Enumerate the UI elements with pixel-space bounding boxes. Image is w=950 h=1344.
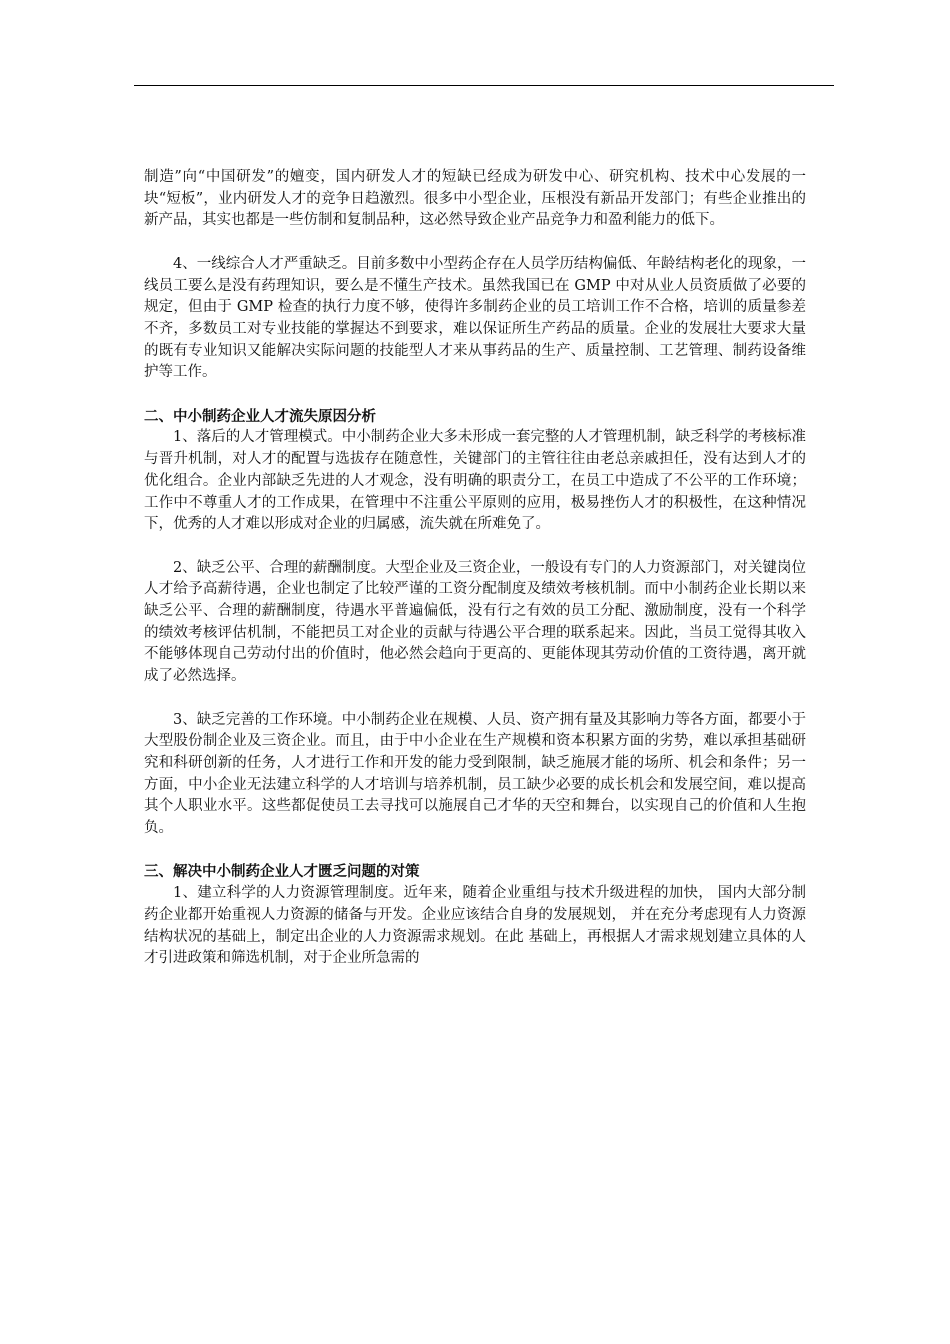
paragraph-work-environment: 3、缺乏完善的工作环境。中小制药企业在规模、人员、资产拥有量及其影响力等各方面，都要小于大型股份制企业及三资企业。而且，由于中小企业在生产规模和资本积累方面的劣势，难以承担基础研究和科研创新的任务，人才进行工作和开发的能力受到限制，缺乏施展才能的场所、机会和条件；另一方面，中小企业无法建立科学的人才培训与培养机制，员工缺少必要的成长机会和发展空间，难以提高其个人职业水平。这些都促使员工去寻找可以施展自己才华的天空和舞台，以实现自己的价值和人生抱负。 [144,711,806,837]
paragraph-hr-system: 1、建立科学的人力资源管理制度。近年来，随着企业重组与技术升级进程的加快， 国内大部分制药企业都开始重视人力资源的储备与开发。企业应该结合自身的发展规划， 并在充分考虑现有人力资源结构状况的基础上，制定出企业的人力资源需求规划。在此 基础上，再根据人才需求规划建立具体的人才引进政策和筛选机制，对于企业所急需的 [144,885,806,967]
paragraph-management-model: 1、落后的人才管理模式。中小制药企业大多未形成一套完整的人才管理机制，缺乏科学的考核标准与晋升机制，对人才的配置与选拔存在随意性，关键部门的主管往往由老总亲戚担任，没有达到人才的优化组合。企业内部缺乏先进的人才观念，没有明确的职责分工，在员工中造成了不公平的工作环境；工作中不尊重人才的工作成果，在管理中不注重公平原则的应用，极易挫伤人才的积极性，在这种情况下，优秀的人才难以形成对企业的归属感，流失就在所难免了。 [144,429,806,533]
document-body [144,167,806,970]
paragraph-rd-talent: 制造”向“中国研发”的嬗变，国内研发人才的短缺已经成为研发中心、研究机构、技术中心发展的一块“短板”，业内研发人才的竞争日趋激烈。很多中小型企业，压根没有新品开发部门；有些企业推出的新产品，其实也都是一些仿制和复制品种，这必然导致企业产品竞争力和盈利能力的低下。 [144,169,806,229]
header-rule [134,85,834,86]
paragraph-spacer [144,232,806,254]
paragraph-salary-system: 2、缺乏公平、合理的薪酬制度。大型企业及三资企业，一般设有专门的人力资源部门，对关键岗位人才给予高薪待遇，企业也制定了比较严谨的工资分配制度及绩效考核机制。而中小制药企业长期以来缺乏公平、合理的薪酬制度，待遇水平普遍偏低，没有行之有效的员工分配、激励制度，没有一个科学的绩效考核评估机制，不能把员工对企业的贡献与待遇公平合理的联系起来。因此，当员工觉得其收入不能够体现自己劳动付出的价值时，他必然会趋向于更高的、更能体现其劳动价值的工资待遇，离开就成了必然选择。 [144,559,806,685]
paragraph-frontline-talent: 4、一线综合人才严重缺乏。目前多数中小型药企存在人员学历结构偏低、年龄结构老化的现象，一线员工要么是没有药理知识，要么是不懂生产技术。虽然我国已在 GMP 中对从业人员资质做了必要的规定，但由于 GMP 检查的执行力度不够，使得许多制药企业的员工培训工作不合格，培训的质量参差不齐，多数员工对专业技能的掌握达不到要求，难以保证所生产药品的质量。企业的发展壮大要求大量的既有专业知识又能解决实际问题的技能型人才来从事药品的生产、质量控制、工艺管理、制药设备维护等工作。 [144,255,806,381]
paragraph-spacer [144,688,806,710]
section-heading-3: 三、解决中小制药企业人才匮乏问题的对策 [144,863,420,881]
paragraph-spacer [144,384,806,406]
section-heading-2: 二、中小制药企业人才流失原因分析 [144,407,376,425]
paragraph-spacer [144,536,806,558]
paragraph-spacer [144,840,806,862]
